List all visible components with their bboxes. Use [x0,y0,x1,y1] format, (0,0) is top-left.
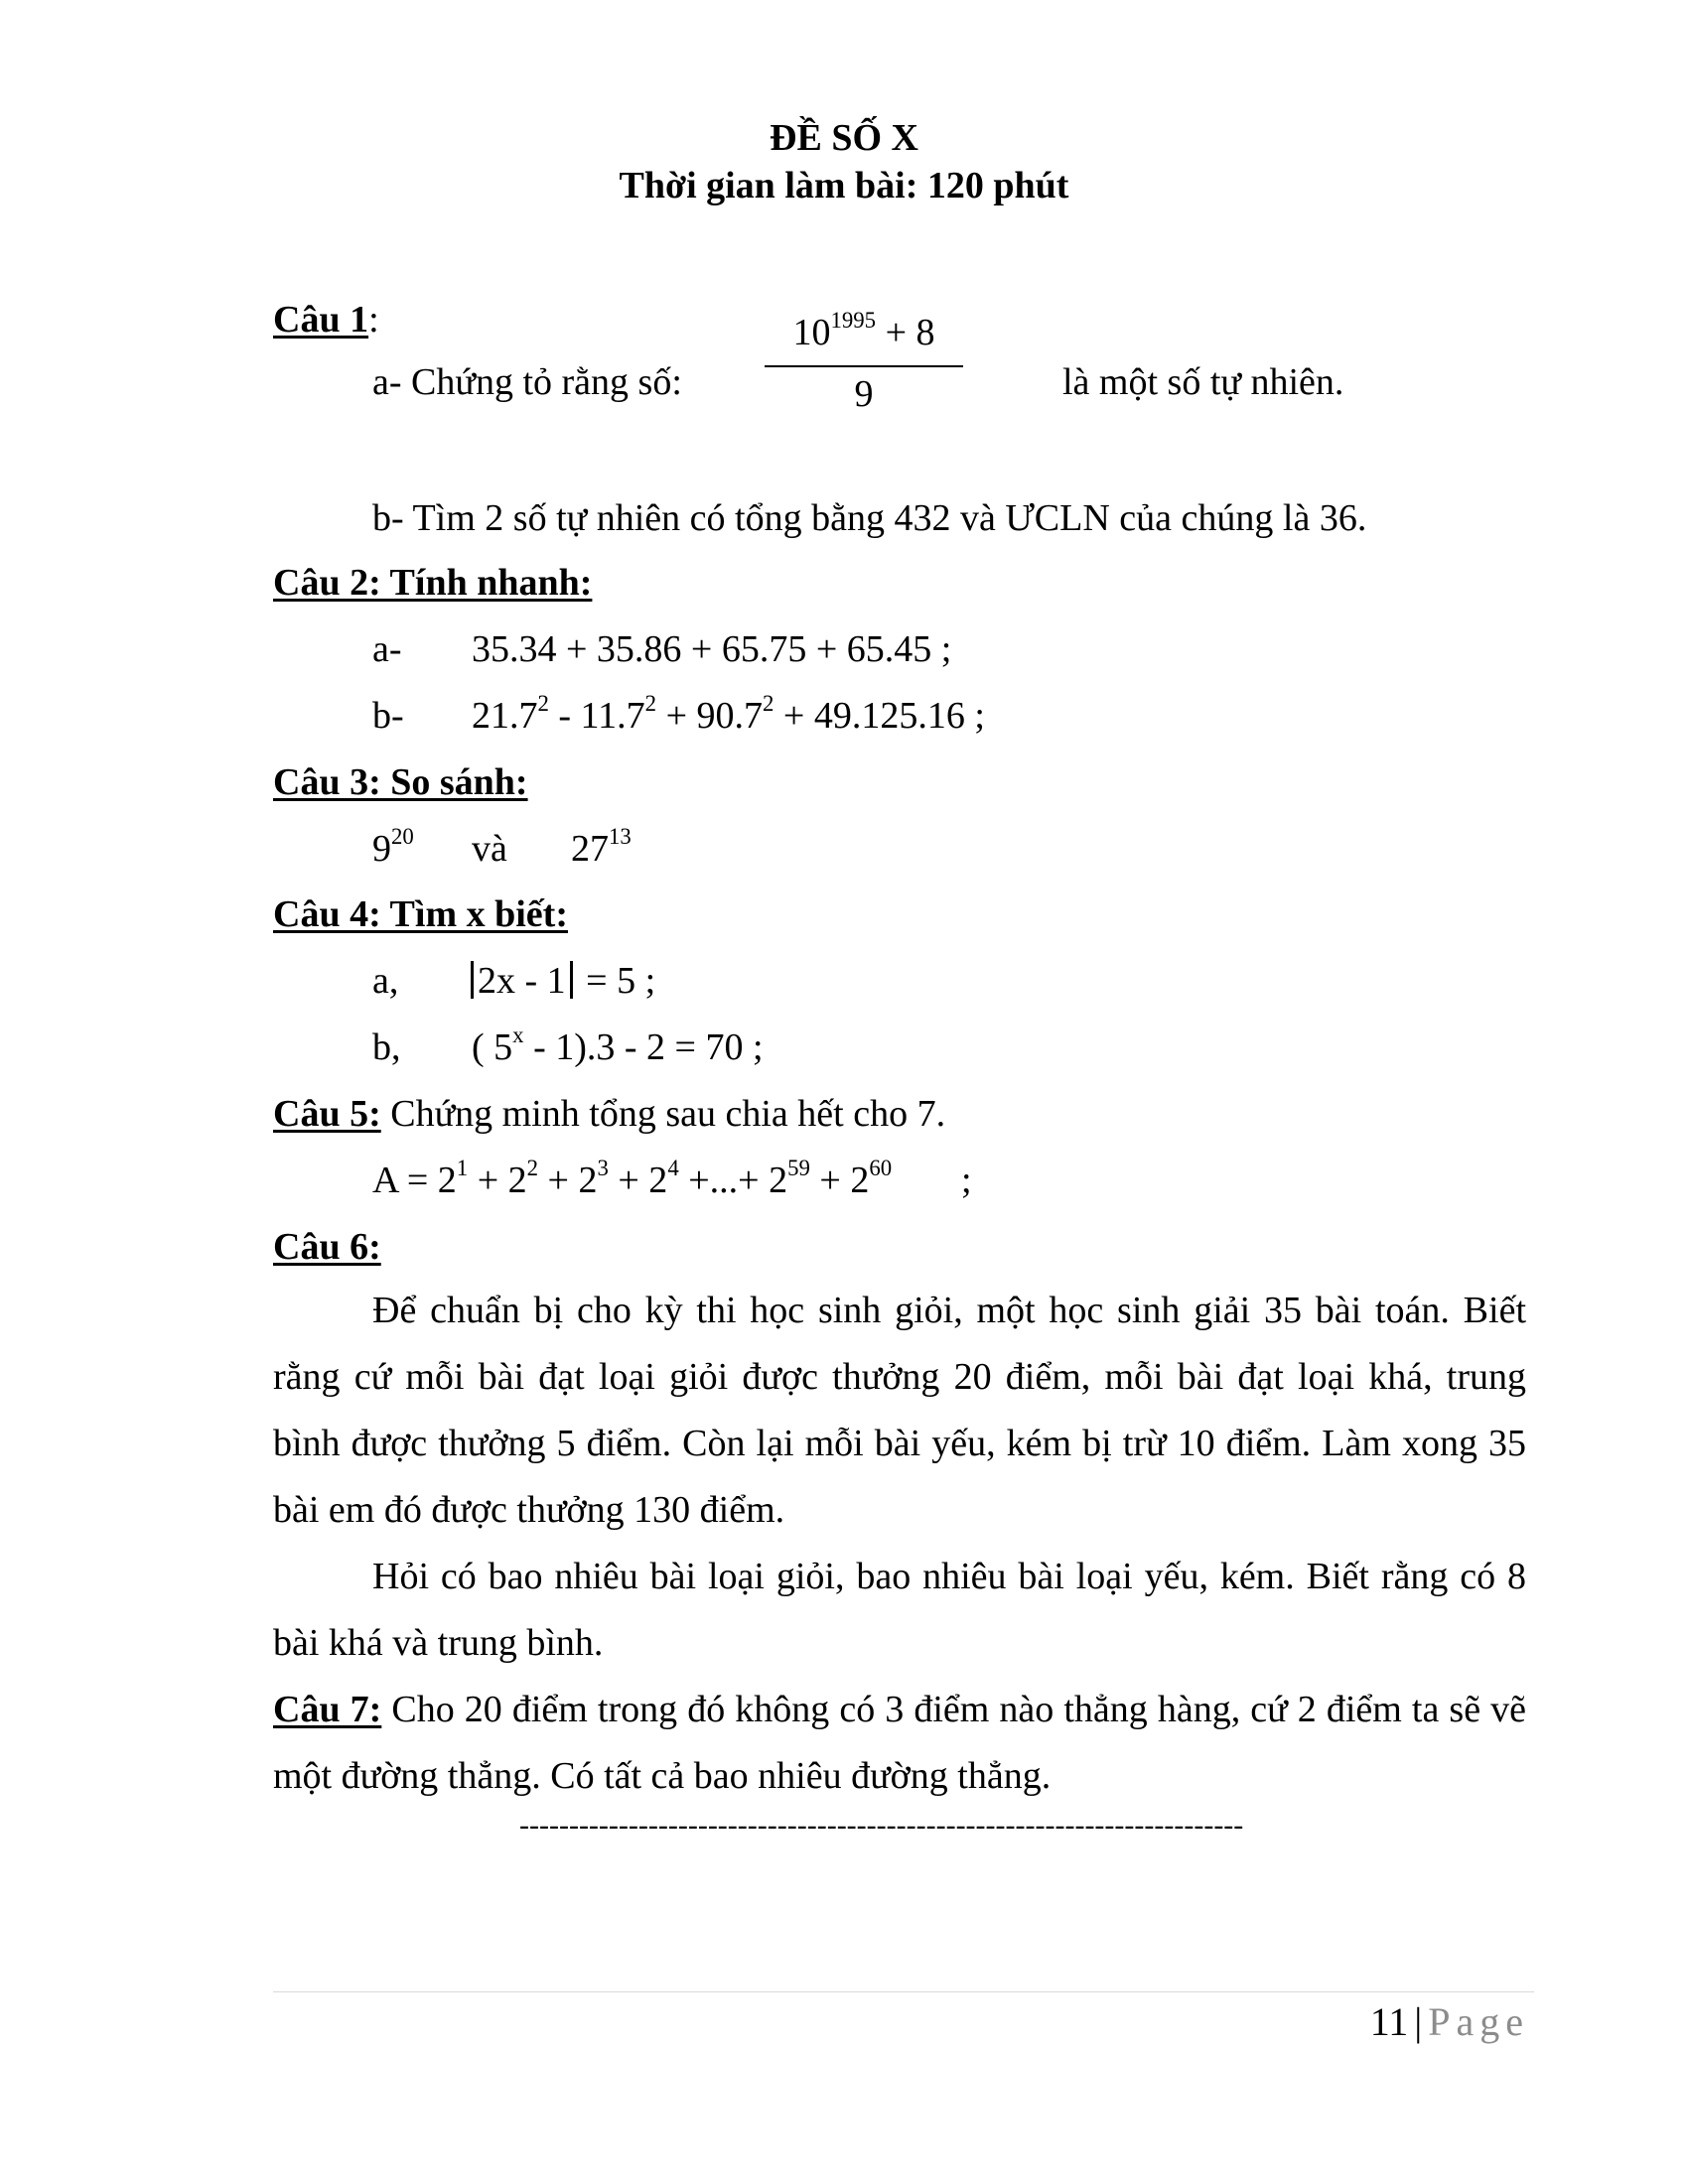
fraction-denominator: 9 [854,373,874,415]
question-5-label: Câu 5: [273,1093,381,1135]
exam-title: ĐỀ SỐ X [770,117,918,159]
question-3-heading: Câu 3: So sánh: [273,761,528,803]
page-word: Page [1428,1999,1529,2044]
question-6-paragraph-1: Để chuẩn bị cho kỳ thi học sinh giỏi, một học sinh giải 35 bài toán. Biết rằng cứ mỗi bài đạt loại giỏi được thưởng 20 điểm, mỗi bài đạt loại khá, trung bình được thưởng 5 điểm. Còn lại mỗi bài yếu, kém bị trừ 10 điểm. Làm xong 35 bài em đó được thưởng 130 điểm. [273,1290,1526,1531]
abs-bar-right [570,961,573,999]
fraction-numerator: $10^{1995} + 8$ [792,307,935,353]
question-6-heading: Câu 6: [273,1226,381,1268]
question-7-label: Câu 7: [273,1689,382,1730]
page-footer: 11 | Page [1369,1999,1529,2044]
question-4b-label: b, [372,1026,401,1068]
abs-bar-left [471,961,474,999]
question-3-left-power: $9^{20}$ [372,823,414,870]
footer-rule [273,1991,1534,1992]
question-4a-equation: 2x - 1 = 5 ; [467,959,655,1003]
dashed-divider: ------------------------------------------------------------------------- [519,1809,1244,1842]
page-number: 11 [1369,1999,1409,2044]
question-2b-label: b- [372,695,404,737]
question-4a-label: a, [372,960,399,1002]
question-5-semicolon: ; [961,1160,972,1201]
question-1a-conclusion: là một số tự nhiên. [1062,361,1344,403]
question-4b-equation: ( 5$^x$ - 1).3 - 2 = 70 ; [472,1022,764,1068]
question-1a-text: a- Chứng tỏ rằng số: [372,361,682,403]
exam-duration: Thời gian làm bài: 120 phút [619,165,1069,206]
question-1-label: Câu 1 [273,299,369,341]
fraction-bar [765,365,963,367]
question-4-heading: Câu 4: Tìm x biết: [273,893,568,935]
question-1b-text: b- Tìm 2 số tự nhiên có tổng bằng 432 và ƯCLN của chúng là 36. [372,497,1367,539]
question-1-heading: Câu 1: [273,299,379,341]
question-2-heading: Câu 2: Tính nhanh: [273,562,593,604]
question-2b-expression: $21.7^2 - 11.7^2 + 90.7^2 + 49.125.16$ ; [472,690,985,737]
question-3-conjunction: và [472,828,507,870]
question-3-right-power: $27^{13}$ [571,823,632,870]
question-2a-label: a- [372,628,402,670]
question-5-expression: $A = 2^1 + 2^2 + 2^3 + 2^4$ +...+ $2^{59} + 2^{60}$ [372,1155,893,1201]
question-2a-expression: 35.34 + 35.86 + 65.75 + 65.45 ; [472,628,952,670]
question-5-heading: Câu 5: Chứng minh tổng sau chia hết cho 7. [273,1093,946,1135]
question-7: Câu 7: Cho 20 điểm trong đó không có 3 điểm nào thẳng hàng, cứ 2 điểm ta sẽ vẽ một đường thẳng. Có tất cả bao nhiêu đường thẳng. [273,1689,1527,1797]
question-6-paragraph-2: Hỏi có bao nhiêu bài loại giỏi, bao nhiêu bài loại yếu, kém. Biết rằng có 8 bài khá và trung bình. [273,1556,1526,1664]
